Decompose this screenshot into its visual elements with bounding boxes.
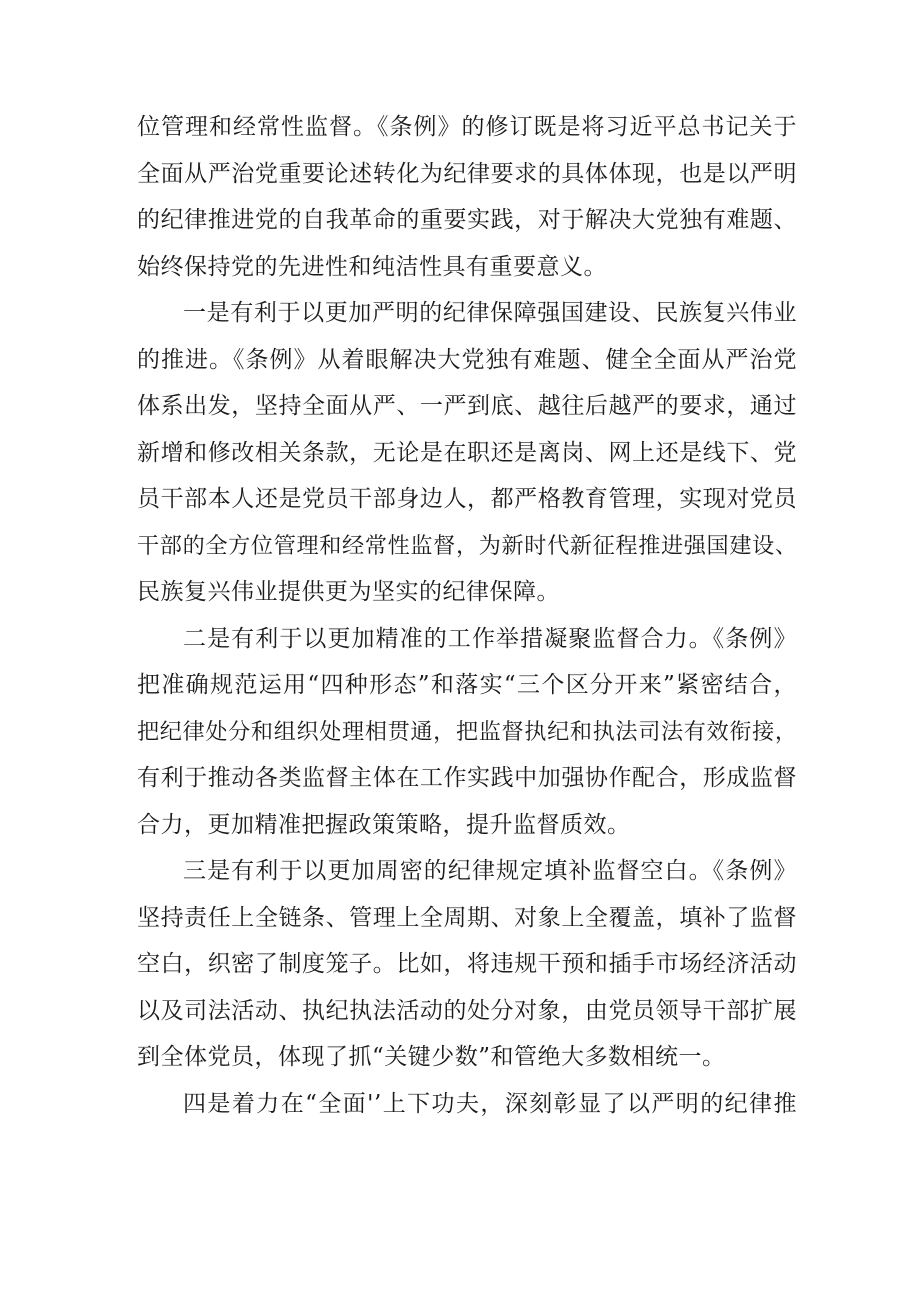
text-line: 到全体党员，体现了抓“关键少数”和管绝大多数相统一。 [137,1044,726,1070]
paragraph-first-line: 一是有利于以更加严明的纪律保障强国建设、民族复兴伟业 [183,300,797,326]
text-line: 员干部本人还是党员干部身边人，都严格教育管理，实现对党员 [137,486,797,512]
text-line: 把纪律处分和组织处理相贯通，把监督执纪和执法司法有效衔接， [137,718,797,745]
text-line: 的纪律推进党的自我革命的重要实践，对于解决大党独有难题、 [137,207,797,233]
text-line: 空白，织密了制度笼子。比如，将违规干预和插手市场经济活动 [137,951,797,977]
paragraph-first-line: 四是着力在“全面'’上下功夫，深刻彰显了以严明的纪律推 [183,1090,797,1117]
text-line: 新增和修改相关条款，无论是在职还是离岗、网上还是线下、党 [137,439,797,466]
paragraph-first-line: 二是有利于以更加精准的工作举措凝聚监督合力。《条例》 [183,625,797,652]
paragraph-first-line: 三是有利于以更加周密的纪律规定填补监督空白。《条例》 [183,858,797,884]
text-line: 坚持责任上全链条、管理上全周期、对象上全覆盖，填补了监督 [137,904,797,931]
text-line: 合力，更加精准把握政策策略，提升监督质效。 [137,811,631,838]
text-line: 体系出发，坚持全面从严、一严到底、越往后越严的要求，通过 [137,393,797,419]
document-body [137,104,797,1127]
text-line: 的推进。《条例》从着眼解决大党独有难题、健全全面从严治党 [137,346,797,373]
text-line: 全面从严治党重要论述转化为纪律要求的具体体现，也是以严明 [137,160,797,187]
text-line: 民族复兴伟业提供更为坚实的纪律保障。 [137,579,560,605]
text-line: 把准确规范运用“四种形态”和落实“三个区分开来”紧密结合， [137,672,797,698]
text-line: 位管理和经常性监督。《条例》的修订既是将习近平总书记关于 [137,114,797,140]
text-line: 始终保持党的先进性和纯洁性具有重要意义。 [137,253,607,280]
text-line: 以及司法活动、执纪执法活动的处分对象，由党员领导干部扩展 [137,997,797,1024]
text-line: 有利于推动各类监督主体在工作实践中加强协作配合，形成监督 [137,765,797,791]
text-line: 干部的全方位管理和经常性监督，为新时代新征程推进强国建设、 [137,532,797,559]
